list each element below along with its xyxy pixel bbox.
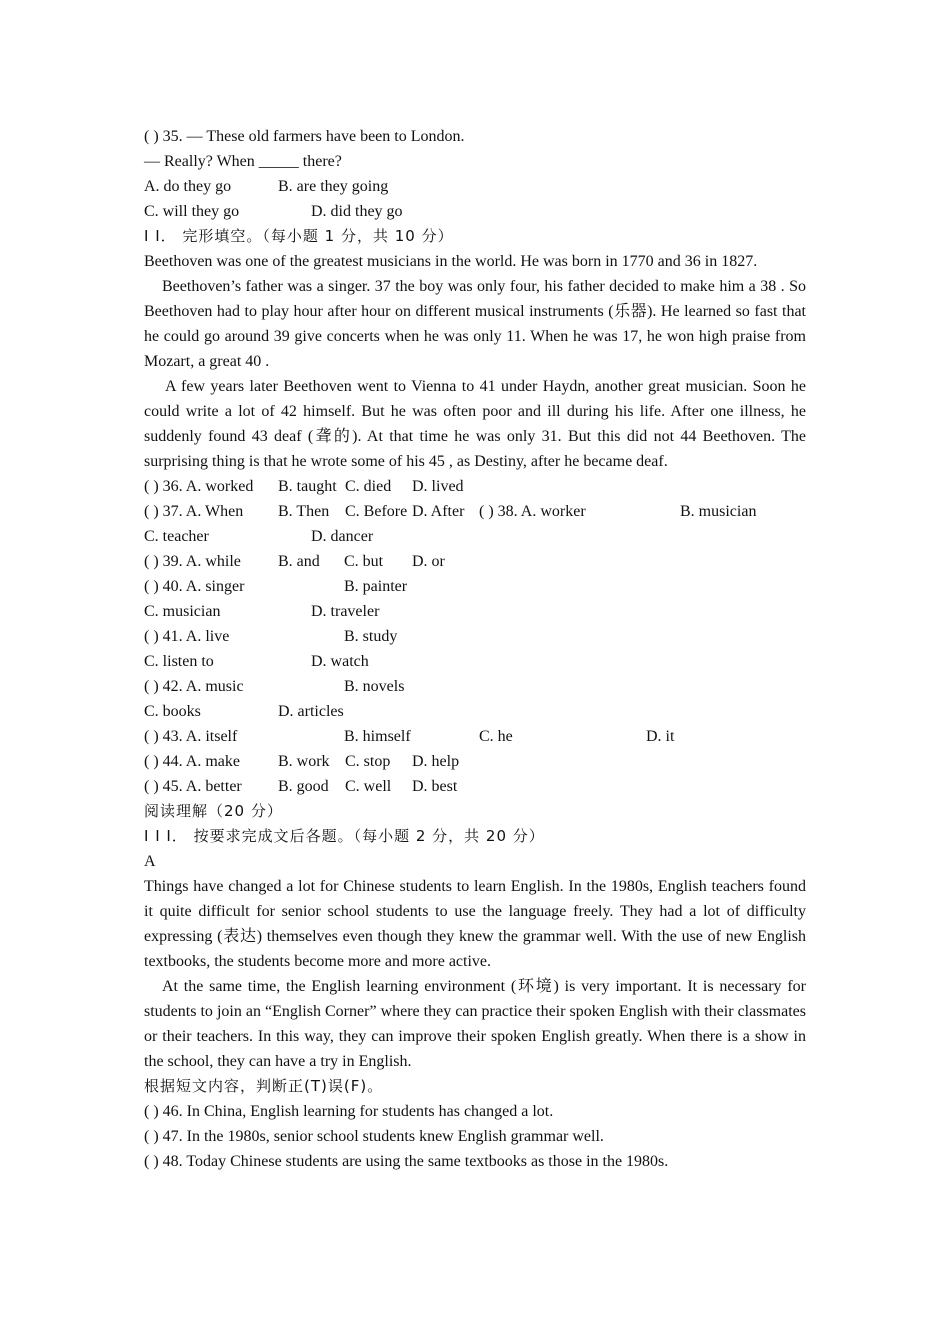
q42-option-b: B. novels [344,678,405,695]
q40-option-d: D. traveler [311,603,380,620]
reading-paragraph-1: Things have changed a lot for Chinese students to learn English. In the 1980s, English teachers found it quite difficult for senior school students to use the language freely. They had a lot of difficulty expressing (表达) themselves even though they knew the grammar well. With the use of new English textbooks, the students become more and more active. [144,878,806,970]
q38-option-d: D. dancer [311,528,374,545]
q38-option-c: C. teacher [144,528,209,545]
reading-section-title: 阅读理解（20 分） [144,802,283,820]
q42-option-d: D. articles [278,703,344,720]
q35-options-row-1 [144,174,806,199]
q42-options-row-1 [144,674,806,699]
true-false-instruction: 根据短文内容，判断正(T)误(F)。 [144,1077,384,1095]
q43-option-b: B. himself [344,728,411,745]
q43-options [144,724,806,749]
q45-option-c: C. well [345,778,392,795]
q46: ( ) 46. In China, English learning for students has changed a lot. [144,1103,554,1120]
reading-passage [144,874,806,1074]
q40-options-row-1 [144,574,806,599]
q41-option-b: B. study [344,628,398,645]
q41-option-d: D. watch [311,653,369,670]
cloze-heading: Ⅰ Ⅰ． 完形填空。（每小题 1 分，共 10 分） [144,227,454,245]
q44-option-d: D. help [412,753,460,770]
q41-options-row-2 [144,649,806,674]
q47: ( ) 47. In the 1980s, senior school students knew English grammar well. [144,1128,604,1145]
q43-option-a: ( ) 43. A. itself [144,728,238,745]
content-column [144,124,806,1174]
q36-option-d: D. lived [412,478,464,495]
q35-stem: ( ) 35. — These old farmers have been to London. [144,128,465,145]
q39-option-c: C. but [344,553,384,570]
option-d: D. did they go [311,203,403,220]
q36-option-c: C. died [345,478,392,495]
q39-option-a: ( ) 39. A. while [144,553,241,570]
q36-option-b: B. taught [278,478,337,495]
q43-option-d: D. it [646,728,675,745]
q42-option-c: C. books [144,703,201,720]
q39-option-d: D. or [412,553,445,570]
q38-option-b: B. musician [680,503,757,520]
q48: ( ) 48. Today Chinese students are using the same textbooks as those in the 1980s. [144,1153,669,1170]
q37-option-c: C. Before [345,503,408,520]
q36-option-a: ( ) 36. A. worked [144,478,254,495]
q44-option-b: B. work [278,753,330,770]
passage-label: A [144,853,156,870]
q37-q38-options [144,499,806,524]
q43-option-c: C. he [479,728,513,745]
option-a: A. do they go [144,178,232,195]
q37-option-d: D. After [412,503,465,520]
q37-option-b: B. Then [278,503,330,520]
q41-options-row-1 [144,624,806,649]
q40-options-row-2 [144,599,806,624]
q36-options [144,474,806,499]
q42-options-row-2 [144,699,806,724]
option-b: B. are they going [278,178,389,195]
q39-options [144,549,806,574]
q42-option-a: ( ) 42. A. music [144,678,244,695]
q45-options [144,774,806,799]
cloze-paragraph-3: A few years later Beethoven went to Vienna to 41 under Haydn, another great musician. Soon he could write a lot of 42 himself. But he was often poor and ill during his life. After one illness, he suddenly found 43 deaf (聋的). At that time he was only 31. But this did not 44 Beethoven. The surprising thing is that he wrote some of his 45 , as Destiny, after he became deaf. [144,378,806,470]
q41-option-a: ( ) 41. A. live [144,628,230,645]
q38-option-a: ( ) 38. A. worker [479,503,586,520]
q40-option-c: C. musician [144,603,221,620]
q40-option-a: ( ) 40. A. singer [144,578,245,595]
reading-paragraph-2: At the same time, the English learning environment (环境) is very important. It is necessary for students to join an “English Corner” where they can practice their spoken English with their classmates or their teachers. In this way, they can improve their spoken English greatly. When there is a show in the school, they can have a try in English. [144,978,806,1070]
q44-option-c: C. stop [345,753,391,770]
cloze-paragraph-2: Beethoven’s father was a singer. 37 the boy was only four, his father decided to make him a 38 . So Beethoven had to play hour after hour on different musical instruments (乐器). He learned so fast that he could go around 39 give concerts when he was only 11. When he was 17, he won high praise from Mozart, a great 40 . [144,278,806,370]
q39-option-b: B. and [278,553,320,570]
q40-option-b: B. painter [344,578,408,595]
q45-option-a: ( ) 45. A. better [144,778,242,795]
q35-reply: — Really? When _____ there? [144,153,342,170]
q38-options-row-2 [144,524,806,549]
reading-heading: Ⅰ Ⅰ Ⅰ． 按要求完成文后各题。（每小题 2 分，共 20 分） [144,827,545,845]
cloze-paragraph-1: Beethoven was one of the greatest musicians in the world. He was born in 1770 and 36 in 1827. [144,253,758,270]
q41-option-c: C. listen to [144,653,214,670]
q44-option-a: ( ) 44. A. make [144,753,240,770]
q35-options-row-2 [144,199,806,224]
cloze-passage [144,249,806,474]
option-c: C. will they go [144,203,240,220]
q37-option-a: ( ) 37. A. When [144,503,244,520]
q45-option-d: D. best [412,778,458,795]
q45-option-b: B. good [278,778,329,795]
q44-options [144,749,806,774]
